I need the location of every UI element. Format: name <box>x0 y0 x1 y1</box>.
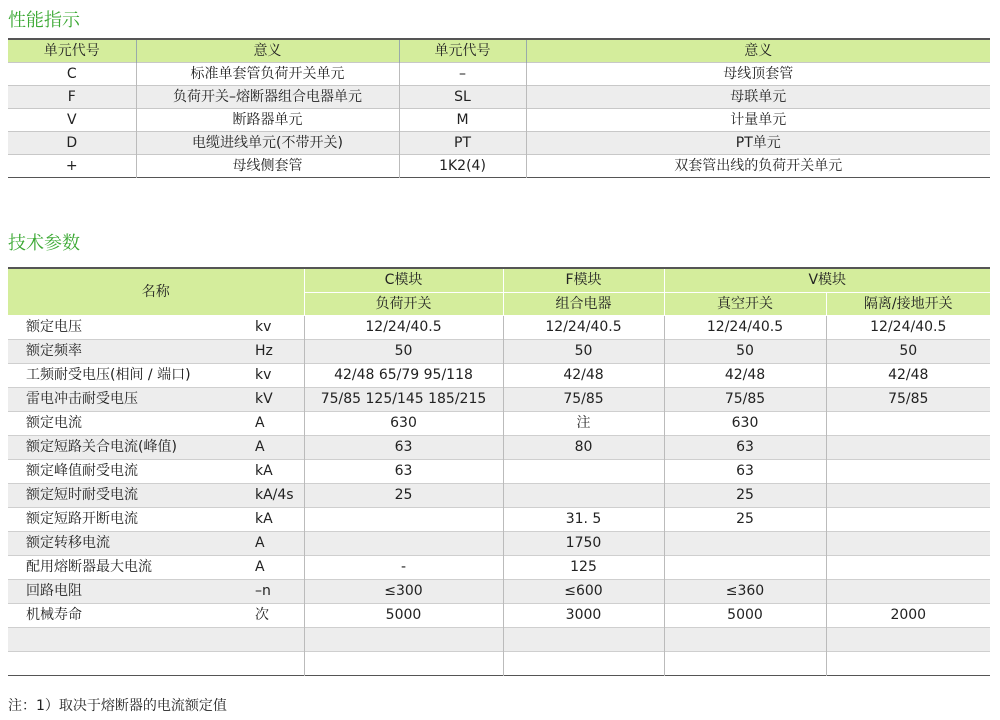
param-name: 回路电阻 <box>8 580 253 604</box>
param-value: - <box>304 556 503 580</box>
param-value: 50 <box>503 340 664 364</box>
param-value <box>664 532 826 556</box>
param-value <box>826 532 990 556</box>
footnote: 注：1）取决于熔断器的电流额定值 <box>8 698 227 714</box>
param-value: 5000 <box>664 604 826 628</box>
performance-table <box>8 38 990 178</box>
param-name: 额定短时耐受电流 <box>8 484 253 508</box>
param-unit: A <box>253 436 304 460</box>
table-cell: + <box>8 155 136 178</box>
param-value: ≤600 <box>503 580 664 604</box>
param-value: 63 <box>664 460 826 484</box>
param-value <box>664 652 826 676</box>
param-value: 12/24/40.5 <box>826 316 990 340</box>
table-cell: C <box>8 63 136 86</box>
param-unit: A <box>253 532 304 556</box>
param-value: 630 <box>304 412 503 436</box>
table-row <box>8 63 990 86</box>
param-value: 25 <box>304 484 503 508</box>
table-row <box>8 388 990 412</box>
param-value <box>304 532 503 556</box>
param-value: 12/24/40.5 <box>664 316 826 340</box>
param-value <box>503 628 664 652</box>
param-value: 12/24/40.5 <box>304 316 503 340</box>
table-cell: – <box>399 63 526 86</box>
column-header: 意义 <box>526 39 990 63</box>
param-value <box>503 484 664 508</box>
param-value <box>664 556 826 580</box>
table-cell: M <box>399 109 526 132</box>
param-unit: kV <box>253 388 304 412</box>
table-cell: 1K2(4) <box>399 155 526 178</box>
table-row <box>8 580 990 604</box>
param-value <box>826 580 990 604</box>
param-value: 125 <box>503 556 664 580</box>
table-row <box>8 316 990 340</box>
param-value <box>503 652 664 676</box>
param-name: 工频耐受电压(相间 / 端口) <box>8 364 253 388</box>
param-unit: A <box>253 556 304 580</box>
param-value: 630 <box>664 412 826 436</box>
table-cell: 负荷开关–熔断器组合电器单元 <box>136 86 399 109</box>
table-row <box>8 532 990 556</box>
table-row <box>8 86 990 109</box>
param-unit: A <box>253 412 304 436</box>
param-value: 5000 <box>304 604 503 628</box>
param-unit: 次 <box>253 604 304 628</box>
table-cell: SL <box>399 86 526 109</box>
performance-title: 性能指示 <box>8 10 80 31</box>
table-row <box>8 412 990 436</box>
param-value: 75/85 <box>664 388 826 412</box>
group-header-v: V模块 <box>664 268 990 292</box>
param-name: 额定电流 <box>8 412 253 436</box>
param-unit: kA <box>253 508 304 532</box>
param-value <box>826 628 990 652</box>
table-row <box>8 436 990 460</box>
param-value: 50 <box>304 340 503 364</box>
param-value <box>826 508 990 532</box>
table-cell: 电缆进线单元(不带开关) <box>136 132 399 155</box>
table-row <box>8 340 990 364</box>
param-name: 额定转移电流 <box>8 532 253 556</box>
param-value: 63 <box>664 436 826 460</box>
param-unit: kA/4s <box>253 484 304 508</box>
table-cell: 标准单套管负荷开关单元 <box>136 63 399 86</box>
table-cell: PT <box>399 132 526 155</box>
table-row <box>8 484 990 508</box>
table-row <box>8 508 990 532</box>
param-value: 63 <box>304 436 503 460</box>
param-value: 80 <box>503 436 664 460</box>
sub-header: 真空开关 <box>664 292 826 316</box>
table-cell: 母联单元 <box>526 86 990 109</box>
group-header-c: C模块 <box>304 268 503 292</box>
param-value: ≤300 <box>304 580 503 604</box>
table-header-row <box>8 268 990 292</box>
param-value: 50 <box>826 340 990 364</box>
param-value <box>664 628 826 652</box>
param-unit <box>253 628 304 652</box>
table-row <box>8 155 990 178</box>
table-header-row <box>8 39 990 63</box>
param-value: 75/85 125/145 185/215 <box>304 388 503 412</box>
param-value <box>304 508 503 532</box>
param-value: 63 <box>304 460 503 484</box>
param-name: 机械寿命 <box>8 604 253 628</box>
param-value: 2000 <box>826 604 990 628</box>
param-name: 雷电冲击耐受电压 <box>8 388 253 412</box>
param-value: 50 <box>664 340 826 364</box>
param-value: 42/48 <box>503 364 664 388</box>
table-row <box>8 604 990 628</box>
table-row <box>8 460 990 484</box>
param-value: 注 <box>503 412 664 436</box>
tech-params-table <box>8 267 990 676</box>
param-value <box>503 460 664 484</box>
param-value <box>826 652 990 676</box>
sub-header: 隔离/接地开关 <box>826 292 990 316</box>
group-header-f: F模块 <box>503 268 664 292</box>
param-value <box>826 436 990 460</box>
param-value <box>826 460 990 484</box>
table-cell: D <box>8 132 136 155</box>
param-unit: kA <box>253 460 304 484</box>
param-value: 25 <box>664 508 826 532</box>
table-row <box>8 652 990 676</box>
param-name: 额定峰值耐受电流 <box>8 460 253 484</box>
table-row <box>8 628 990 652</box>
param-value: 3000 <box>503 604 664 628</box>
table-row <box>8 364 990 388</box>
param-name: 额定电压 <box>8 316 253 340</box>
param-value <box>304 628 503 652</box>
name-header: 名称 <box>8 268 304 316</box>
param-unit: –n <box>253 580 304 604</box>
param-name: 额定短路开断电流 <box>8 508 253 532</box>
column-header: 意义 <box>136 39 399 63</box>
table-cell: F <box>8 86 136 109</box>
param-value: 25 <box>664 484 826 508</box>
table-cell: 母线顶套管 <box>526 63 990 86</box>
param-value: 42/48 65/79 95/118 <box>304 364 503 388</box>
table-cell: 计量单元 <box>526 109 990 132</box>
table-row <box>8 132 990 155</box>
param-unit <box>253 652 304 676</box>
column-header: 单元代号 <box>399 39 526 63</box>
param-name: 配用熔断器最大电流 <box>8 556 253 580</box>
param-value <box>826 484 990 508</box>
param-value: 42/48 <box>826 364 990 388</box>
param-name: 额定频率 <box>8 340 253 364</box>
param-value: 1750 <box>503 532 664 556</box>
param-value: 75/85 <box>826 388 990 412</box>
param-unit: kv <box>253 316 304 340</box>
param-value: ≤360 <box>664 580 826 604</box>
table-cell: V <box>8 109 136 132</box>
param-value: 75/85 <box>503 388 664 412</box>
param-name <box>8 652 253 676</box>
tech-params-title: 技术参数 <box>8 233 80 254</box>
column-header: 单元代号 <box>8 39 136 63</box>
param-unit: kv <box>253 364 304 388</box>
table-cell: 断路器单元 <box>136 109 399 132</box>
param-name <box>8 628 253 652</box>
table-cell: 双套管出线的负荷开关单元 <box>526 155 990 178</box>
table-row <box>8 556 990 580</box>
table-row <box>8 109 990 132</box>
param-unit: Hz <box>253 340 304 364</box>
param-value <box>826 556 990 580</box>
param-value <box>304 652 503 676</box>
param-name: 额定短路关合电流(峰值) <box>8 436 253 460</box>
param-value: 12/24/40.5 <box>503 316 664 340</box>
param-value: 42/48 <box>664 364 826 388</box>
sub-header: 负荷开关 <box>304 292 503 316</box>
param-value: 31. 5 <box>503 508 664 532</box>
table-cell: 母线侧套管 <box>136 155 399 178</box>
sub-header: 组合电器 <box>503 292 664 316</box>
table-cell: PT单元 <box>526 132 990 155</box>
param-value <box>826 412 990 436</box>
